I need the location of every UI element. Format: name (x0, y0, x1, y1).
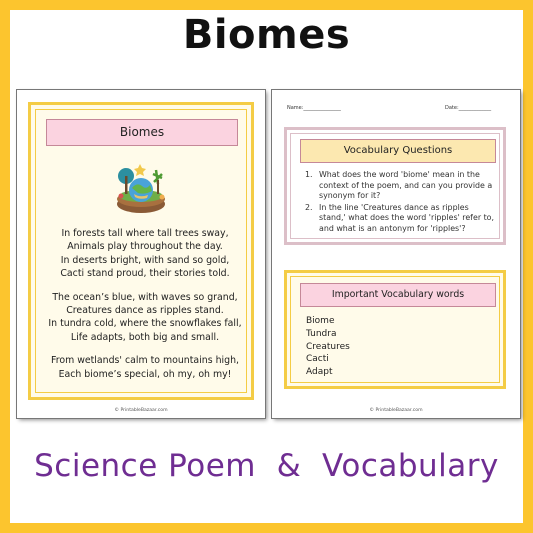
question-item (305, 203, 497, 235)
word-item: Cacti (306, 354, 329, 365)
poem-line: Cacti stand proud, their stories told. (60, 268, 230, 280)
word-item: Tundra (306, 328, 337, 339)
important-words-inner-border (290, 276, 500, 383)
name-field: Name:_______________ (287, 105, 341, 111)
poem-title: Biomes (46, 119, 238, 146)
subtitle: Science Poem & Vocabulary (34, 448, 499, 484)
poem-text (36, 227, 254, 391)
poem-line: In forests tall where tall trees sway, (61, 228, 229, 239)
important-words-frame (284, 270, 506, 389)
important-words-title: Important Vocabulary words (300, 283, 496, 307)
biome-globe-icon (110, 158, 172, 218)
question-text: What does the word 'biome' mean in the context of the poem, and can you provide a synonym for it? (319, 170, 493, 201)
poem-line: From wetlands' calm to mountains high, (50, 355, 239, 367)
poem-line: Creatures dance as ripples stand. (66, 305, 224, 317)
question-item (305, 170, 497, 202)
page-footer: © PrintableBazaar.com (369, 408, 423, 413)
word-item: Biome (306, 316, 335, 326)
poem-line: Life adapts, both big and small. (70, 331, 220, 343)
main-title: Biomes (182, 12, 351, 58)
date-field: Date:_____________ (445, 105, 492, 111)
vocabulary-questions-inner-border (290, 133, 500, 239)
vocabulary-questions-title: Vocabulary Questions (300, 139, 496, 163)
question-number: 2. (305, 202, 313, 212)
poem-stanza (36, 354, 254, 381)
word-item: Adapt (306, 367, 333, 378)
poem-line: Animals play throughout the day. (67, 241, 223, 253)
poem-line: The ocean’s blue, with waves so grand, (52, 291, 238, 303)
question-text: In the line 'Creatures dance as ripples stand,' what does the word 'ripples' refer to, and what is an antonym for 'ripples'? (319, 202, 494, 233)
word-list (306, 315, 350, 379)
vocabulary-questions-frame (284, 127, 506, 245)
poem-line: In deserts bright, with sand so gold, (60, 254, 230, 266)
question-number: 1. (305, 170, 313, 179)
poem-stanza (36, 227, 254, 281)
poem-line: Each biome’s special, oh my, oh my! (58, 368, 232, 380)
word-item: Creatures (306, 341, 350, 352)
poem-page (17, 90, 265, 418)
poem-line: In tundra cold, where the snowflakes fall, (48, 318, 242, 330)
question-list (305, 170, 497, 236)
poem-inner-border (35, 109, 247, 393)
vocabulary-page (272, 90, 520, 418)
page-footer: © PrintableBazaar.com (114, 408, 168, 413)
poem-stanza (36, 291, 254, 345)
poem-frame (28, 102, 254, 400)
